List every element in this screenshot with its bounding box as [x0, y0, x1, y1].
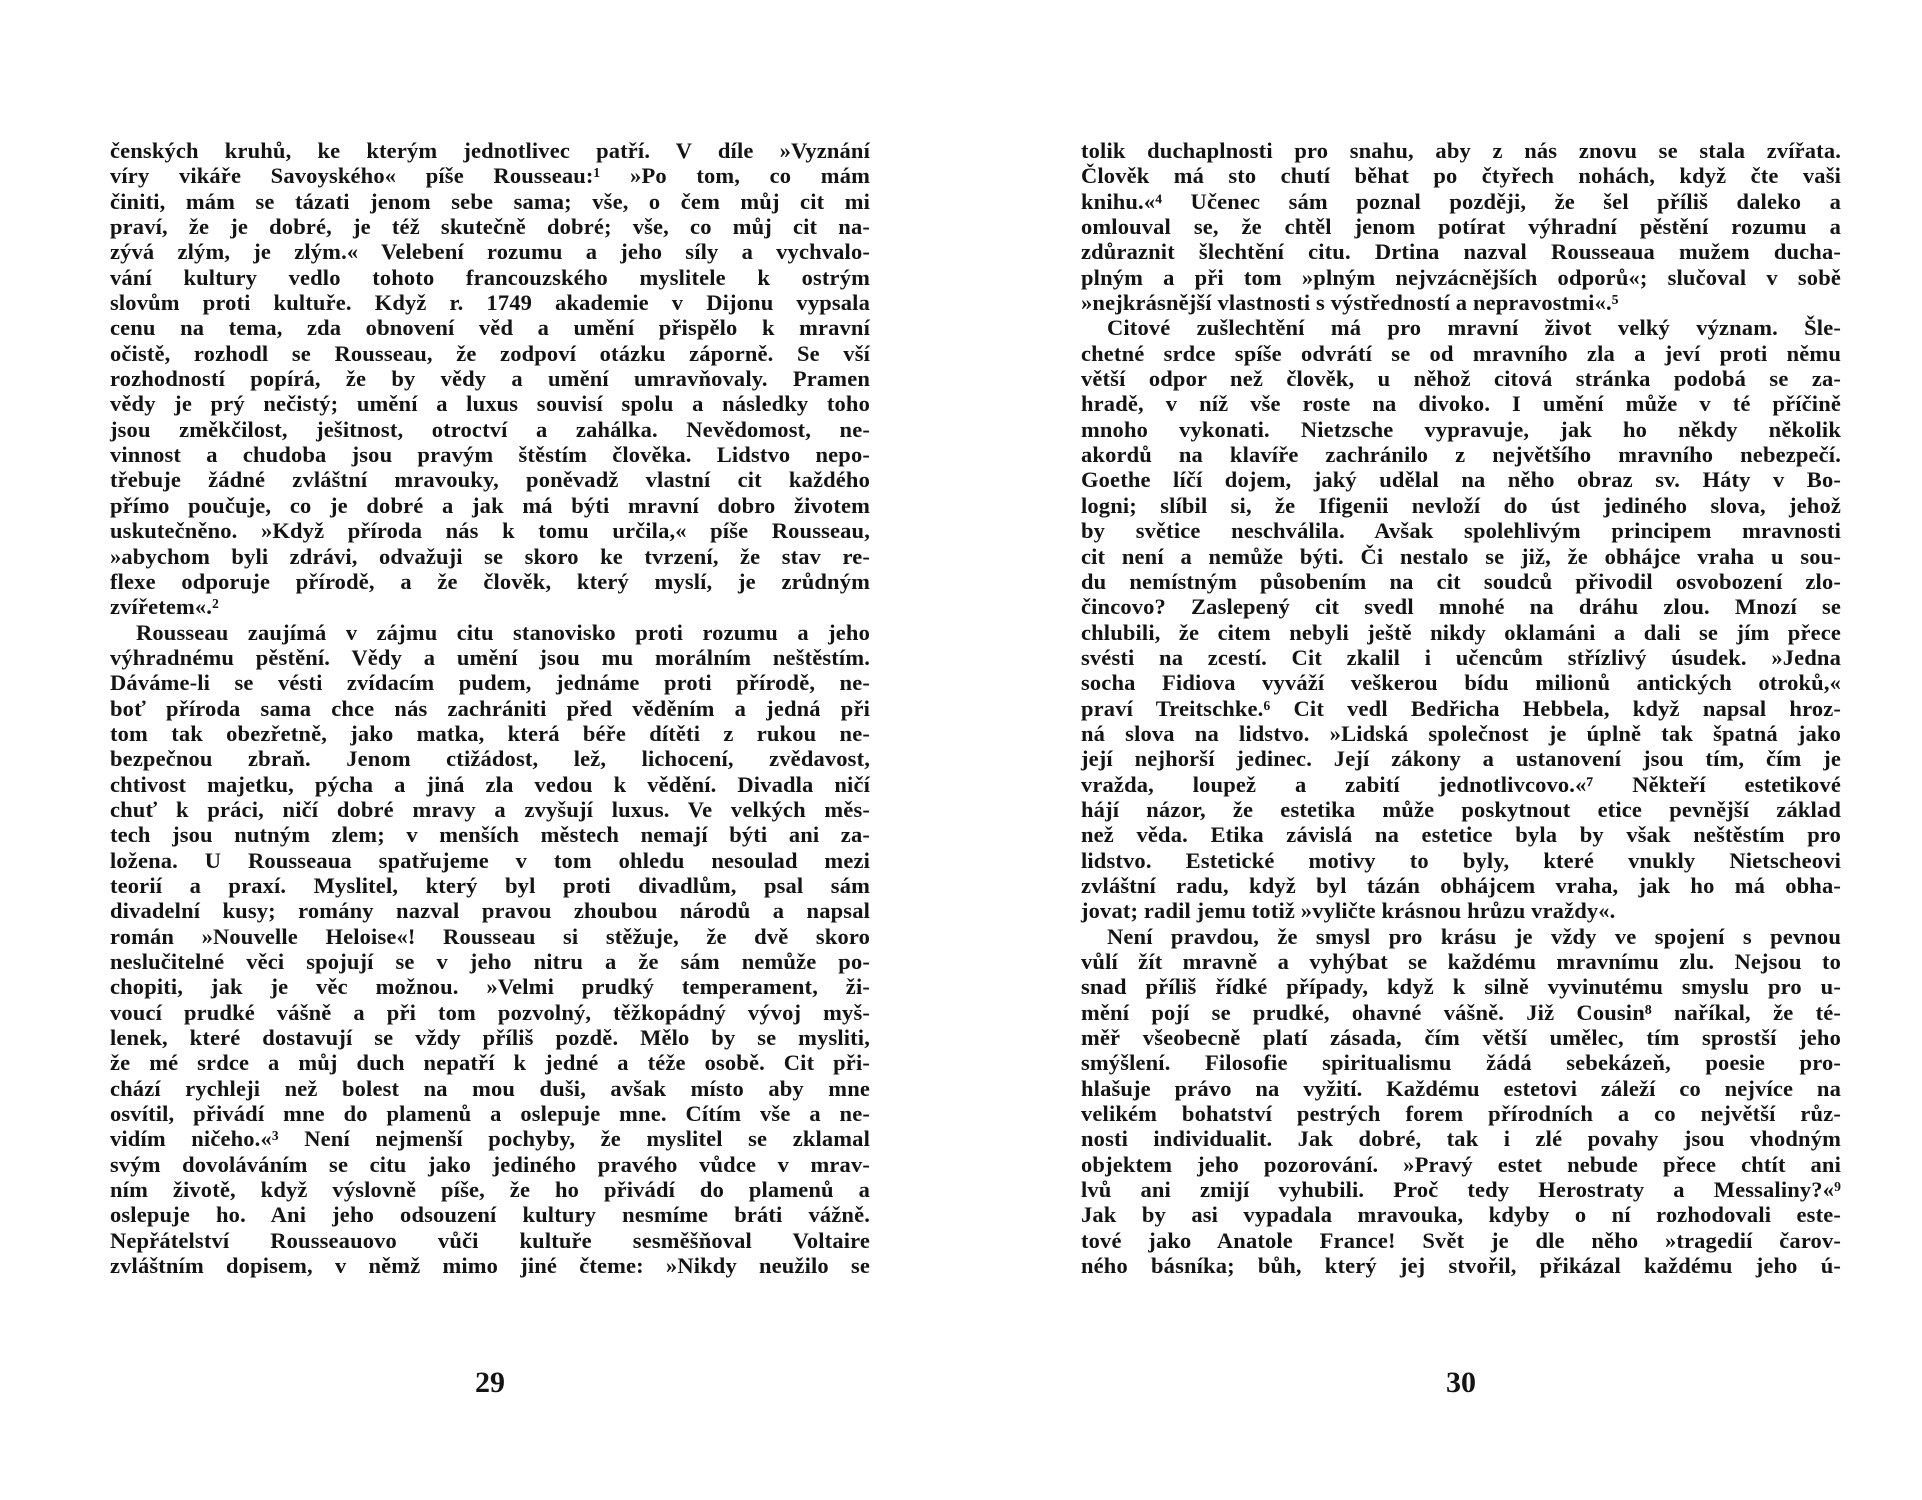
text-line: čincovo? Zaslepený cit svedl mnohé na dráhu zlou. Mnozí se [1081, 594, 1841, 620]
text-line: lvů ani zmijí vyhubili. Proč tedy Herostraty a Messaliny?«⁹ [1081, 1177, 1841, 1203]
text-line: objektem jeho pozorování. »Pravý estet nebude přece chtít ani [1081, 1151, 1841, 1177]
text-line: tom tak obezřetně, jako matka, která béře dítěti z rukou ne- [110, 720, 870, 746]
text-line: román »Nouvelle Heloise«! Rousseau si stěžuje, že dvě skoro [110, 923, 870, 949]
text-line: zvláštní radu, když byl tázán obhájcem vraha, jak ho má obha- [1081, 872, 1841, 898]
text-line: zvláštním dopisem, v němž mimo jiné čteme: »Nikdy neužilo se [110, 1253, 870, 1279]
text-line: Člověk má sto chutí běhat po čtyřech nohách, když čte vaši [1081, 163, 1841, 189]
text-line: jsou změkčilost, ješitnost, otroctví a zahálka. Nevědomost, ne- [110, 416, 870, 442]
text-line: že mé srdce a můj duch nepatří k jedné a téže osobě. Cit při- [110, 1050, 870, 1076]
text-line: lenek, které dostavují se vždy příliš pozdě. Mělo by se mysliti, [110, 1025, 870, 1051]
right-page [1081, 138, 1841, 1398]
text-line: Nepřátelství Rousseauovo vůči kultuře sesměšňoval Voltaire [110, 1227, 870, 1253]
text-line: zdůraznit šlechtění citu. Drtina nazval Rousseaua mužem ducha- [1081, 239, 1841, 265]
text-line: socha Fidiova vyváží veškerou bídu milionů antických otroků,« [1081, 670, 1841, 696]
text-line: hájí názor, že estetika může poskytnout etice pevnější základ [1081, 796, 1841, 822]
text-line: slovům proti kultuře. Když r. 1749 akademie v Dijonu vypsala [110, 290, 870, 316]
text-line: Dáváme-li se vésti zvídacím pudem, jednáme proti přírodě, ne- [110, 670, 870, 696]
text-line: tové jako Anatole France! Svět je dle něho »tragedií čarov- [1081, 1227, 1841, 1253]
text-line: cit není a nemůže býti. Či nestalo se již, že obhájce vraha u sou- [1081, 543, 1841, 569]
text-line: vinnost a chudoba jsou pravým štěstím člověka. Lidstvo nepo- [110, 442, 870, 468]
text-line: voucí prudké vášně a při tom pozvolný, těžkopádný vývoj myš- [110, 999, 870, 1025]
text-line: velikém bohatství pestrých forem přírodních a co největší růz- [1081, 1101, 1841, 1127]
text-line: hlašuje právo na vyžití. Každému estetovi záleží co nejvíce na [1081, 1075, 1841, 1101]
left-page-text [110, 138, 870, 1278]
text-line: hradě, v níž vše roste na divoko. I umění může v té příčině [1081, 391, 1841, 417]
text-line: »nejkrásnější vlastnosti s výstředností a nepravostmi«.⁵ [1081, 290, 1619, 316]
text-line: flexe odporuje přírodě, a že člověk, který myslí, je zrůdným [110, 568, 870, 594]
text-line: chtivost majetku, pýcha a jiná zla vedou k vědění. Divadla ničí [110, 771, 870, 797]
page-number: 29 [475, 1366, 505, 1399]
text-line: měř všeobecně platí zásada, čím větší umělec, tím sprostší jeho [1081, 1025, 1841, 1051]
text-line: chopiti, jak je věc možnou. »Velmi prudký temperament, ži- [110, 974, 870, 1000]
text-line: čenských kruhů, ke kterým jednotlivec patří. V díle »Vyznání [110, 138, 870, 163]
text-line: její nejhorší jedinec. Její zákony a ustanovení jsou tím, čím je [1081, 746, 1841, 772]
text-line: Rousseau zaujímá v zájmu citu stanovisko proti rozumu a jeho [136, 619, 870, 645]
text-line: chází rychleji než bolest na mou duši, avšak místo aby mne [110, 1075, 870, 1101]
text-line: knihu.«⁴ Učenec sám poznal později, že šel příliš daleko a [1081, 188, 1841, 214]
text-line: ním životě, když výslovně píše, že ho přivádí do plamenů a [110, 1177, 870, 1203]
text-line: činiti, mám se tázati jenom sebe sama; vše, o čem můj cit mi [110, 188, 870, 214]
text-line: omlouval se, že chtěl jenom potírat výhradní pěstění rozumu a [1081, 214, 1841, 240]
text-line: třebuje žádné zvláštní mravouky, poněvadž vlastní cit každého [110, 467, 870, 493]
text-line: Jak by asi vypadala mravouka, kdyby o ní rozhodovali este- [1081, 1202, 1841, 1228]
text-line: smýšlení. Filosofie spiritualismu žádá sebekázeň, poesie pro- [1081, 1050, 1841, 1076]
text-line: cenu na tema, zda obnovení věd a umění přispělo k mravní [110, 315, 870, 341]
left-page [110, 138, 870, 1398]
text-line: přímo poučuje, co je dobré a jak má býti mravní dobro životem [110, 492, 870, 518]
text-line: Goethe líčí dojem, jaký udělal na něho obraz sv. Háty v Bo- [1081, 467, 1841, 493]
text-line: tech jsou nutným zlem; v menších městech nemají býti ani za- [110, 822, 870, 848]
text-line: ného básníka; bůh, který jej stvořil, přikázal každému jeho ú- [1081, 1253, 1841, 1279]
text-line: výhradnému pěstění. Vědy a umění jsou mu morálním neštěstím. [110, 644, 870, 670]
text-line: než věda. Etika závislá na estetice byla by však neštěstím pro [1081, 822, 1841, 848]
text-line: tolik duchaplnosti pro snahu, aby z nás znovu se stala zvířata. [1081, 138, 1841, 163]
text-line: vůlí žít mravně a vyhýbat se každému mravnímu zlu. Nejsou to [1081, 949, 1841, 974]
text-line: osvítil, přivádí mne do plamenů a oslepuje mne. Cítím vše a ne- [110, 1101, 870, 1127]
text-line: nosti individualit. Jak dobré, tak i zlé povahy jsou vhodným [1081, 1126, 1841, 1152]
text-line: uskutečněno. »Když příroda nás k tomu určila,« píše Rousseau, [110, 518, 870, 544]
text-line: by světice neschválila. Avšak spolehlivým principem mravnosti [1081, 518, 1841, 544]
text-line: logni; slíbil si, že Ifigenii nevloží do úst jediného slova, jehož [1081, 492, 1841, 518]
text-line: plným a při tom »plným nejvzácnějších odporů«; slučoval v sobě [1081, 264, 1841, 290]
text-line: vědy je prý nečistý; umění a luxus souvisí spolu a následky toho [110, 391, 870, 417]
text-line: víry vikáře Savoyského« píše Rousseau:¹ »Po tom, co mám [110, 163, 870, 189]
text-line: boť příroda sama chce nás zachrániti před věděním a jedná při [110, 695, 870, 721]
text-line: neslučitelné věci spojují se v jeho nitru a že sám nemůže po- [110, 949, 870, 974]
text-line: akordů na klavíře zachránilo z největšího mravního nebezpečí. [1081, 442, 1841, 468]
text-line: »abychom byli zdrávi, odvažuji se skoro ke tvrzení, že stav re- [110, 543, 870, 569]
text-line: du nemístným působením na cit soudců přivodil osvobození zlo- [1081, 568, 1841, 594]
text-line: mnoho vykonati. Nietzsche vypravuje, jak ho někdy několik [1081, 416, 1841, 442]
text-line: zývá zlým, je zlým.« Velebení rozumu a jeho síly a vychvalo- [110, 239, 870, 265]
text-line: praví, že je dobré, je též skutečně dobré; vše, co můj cit na- [110, 214, 870, 240]
text-line: vražda, loupež a zabití jednotlivcovo.«⁷ Někteří estetikové [1081, 771, 1841, 797]
text-line: lidstvo. Estetické motivy to byly, které vnukly Nietscheovi [1081, 847, 1841, 873]
text-line: ná slova na lidstvo. »Lidská společnost je úplně tak špatná jako [1081, 720, 1841, 746]
right-page-text [1081, 138, 1841, 1278]
text-line: chuť k práci, ničí dobré mravy a zvyšují luxus. Ve velkých měs- [110, 796, 870, 822]
text-line: mění pojí se prudké, ohavné vášně. Již Cousin⁸ naříkal, že té- [1081, 999, 1841, 1025]
text-line: vání kultury vedlo tohoto francouzského myslitele k ostrým [110, 264, 870, 290]
text-line: chlubili, že citem nebyli ještě nikdy oklamáni a dali se jím přece [1081, 619, 1841, 645]
text-line: rozhodností popírá, že by vědy a umění umravňovaly. Pramen [110, 366, 870, 392]
text-line: svésti na zcestí. Cit zkalil i učencům střízlivý úsudek. »Jedna [1081, 644, 1841, 670]
text-line: jovat; radil jemu totiž »vyličte krásnou hrůzu vraždy«. [1081, 898, 1616, 924]
text-line: divadelní kusy; romány nazval pravou zhoubou národů a napsal [110, 898, 870, 924]
text-line: očistě, rozhodl se Rousseau, že zodpoví otázku záporně. Se vší [110, 340, 870, 366]
page-number: 30 [1446, 1366, 1476, 1399]
text-line: praví Treitschke.⁶ Cit vedl Bedřicha Hebbela, když napsal hroz- [1081, 695, 1841, 721]
text-line: svým dovoláváním se citu jako jediného pravého vůdce v mrav- [110, 1151, 870, 1177]
text-line: Není pravdou, že smysl pro krásu je vždy ve spojení s pevnou [1107, 923, 1841, 949]
text-line: vidím ničeho.«³ Není nejmenší pochyby, že myslitel se zklamal [110, 1126, 870, 1152]
text-line: bezpečnou zbraň. Jenom ctižádost, lež, lichocení, zvědavost, [110, 746, 870, 772]
text-line: teorií a praxí. Myslitel, který byl proti divadlům, psal sám [110, 872, 870, 898]
text-line: ložena. U Rousseaua spatřujeme v tom ohledu nesoulad mezi [110, 847, 870, 873]
text-line: větší odpor než člověk, u něhož citová stránka podobá se za- [1081, 366, 1841, 392]
text-line: zvířetem«.² [110, 594, 219, 620]
text-line: oslepuje ho. Ani jeho odsouzení kultury nesmíme bráti vážně. [110, 1202, 870, 1228]
text-line: snad příliš řídké případy, když k silně vyvinutému smyslu pro u- [1081, 974, 1841, 1000]
text-line: Citové zušlechtění má pro mravní život velký význam. Šle- [1107, 315, 1841, 341]
text-line: chetné srdce spíše odvrátí se od mravního zla a jeví proti němu [1081, 340, 1841, 366]
